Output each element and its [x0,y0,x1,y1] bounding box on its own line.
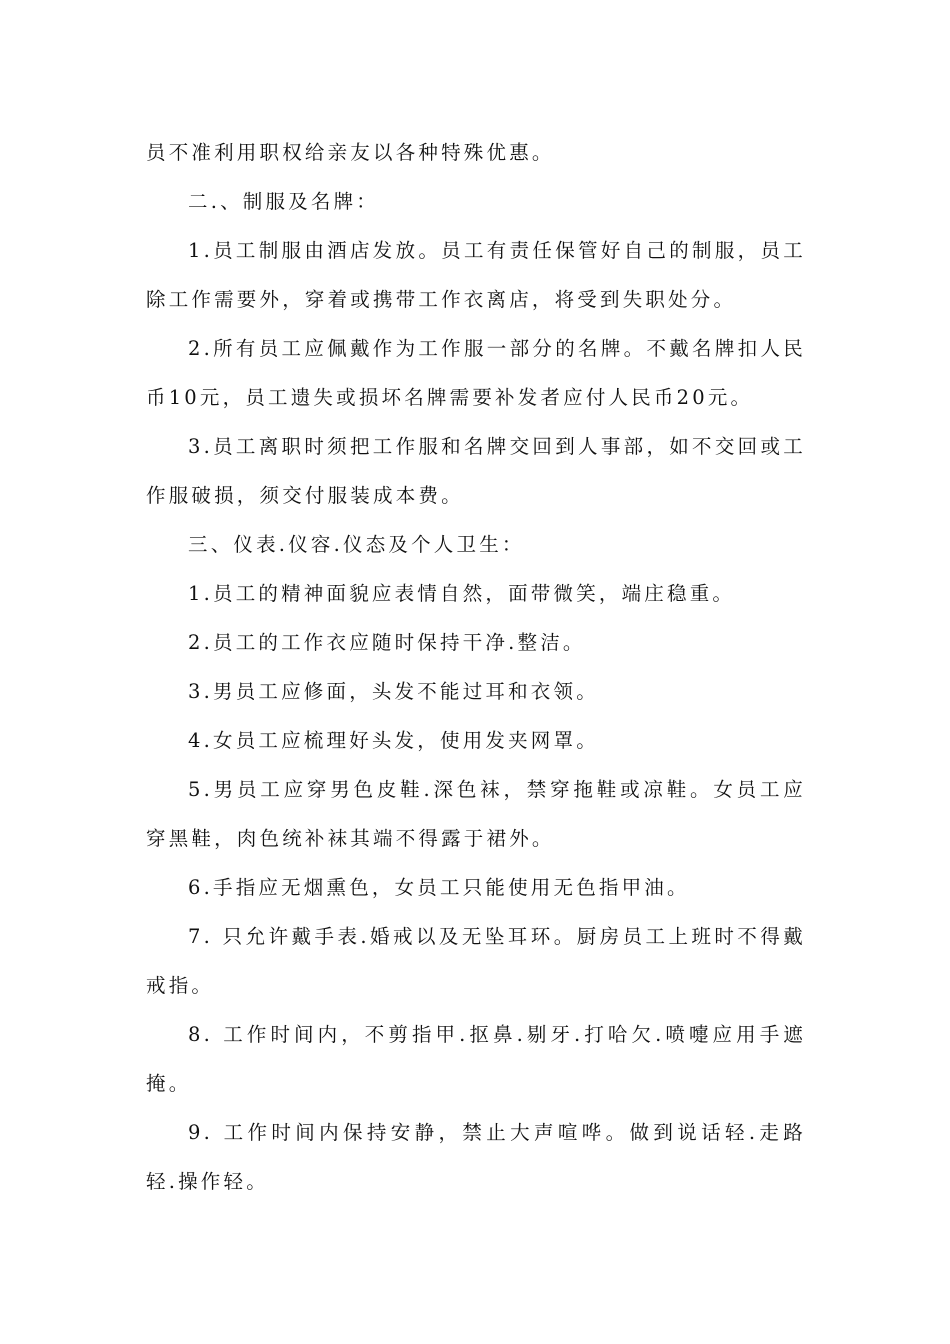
rule-fingers-nails: 6.手指应无烟熏色，女员工只能使用无色指甲油。 [188,876,690,899]
document-body [146,128,806,1206]
rule-female-hair: 4.女员工应梳理好头发，使用发夹网罩。 [188,729,599,752]
rule-return-uniform: 3.员工离职时须把工作服和名牌交回到人事部，如不交回或工作服破损，须交付服装成本费。 [146,435,806,507]
rule-habits: 8. 工作时间内，不剪指甲.抠鼻.剔牙.打哈欠.喷嚏应用手遮掩。 [146,1023,806,1095]
section-heading-appearance-hygiene: 三、仪表.仪容.仪态及个人卫生： [188,533,525,556]
section-heading-uniform-and-nametag: 二.、制服及名牌： [188,190,379,213]
rule-clean-uniform: 2.员工的工作衣应随时保持干净.整洁。 [188,631,586,654]
rule-jewelry: 7. 只允许戴手表.婚戒以及无坠耳环。厨房员工上班时不得戴戒指。 [146,925,806,997]
rule-male-grooming: 3.男员工应修面，头发不能过耳和衣领。 [188,680,599,703]
paragraph-continuation: 员不准利用职权给亲友以各种特殊优惠。 [146,141,555,164]
rule-nametag: 2.所有员工应佩戴作为工作服一部分的名牌。不戴名牌扣人民币10元，员工遗失或损坏名牌需要补发者应付人民币20元。 [146,337,806,409]
rule-footwear: 5.男员工应穿男色皮鞋.深色袜，禁穿拖鞋或凉鞋。女员工应穿黑鞋，肉色统补袜其端不得露于裙外。 [146,778,806,850]
rule-demeanor: 1.员工的精神面貌应表情自然，面带微笑，端庄稳重。 [188,582,736,605]
rule-quiet: 9. 工作时间内保持安静，禁止大声喧哗。做到说话轻.走路轻.操作轻。 [146,1121,806,1193]
rule-uniform-issue: 1.员工制服由酒店发放。员工有责任保管好自己的制服，员工除工作需要外，穿着或携带工作衣离店，将受到失职处分。 [146,239,806,311]
